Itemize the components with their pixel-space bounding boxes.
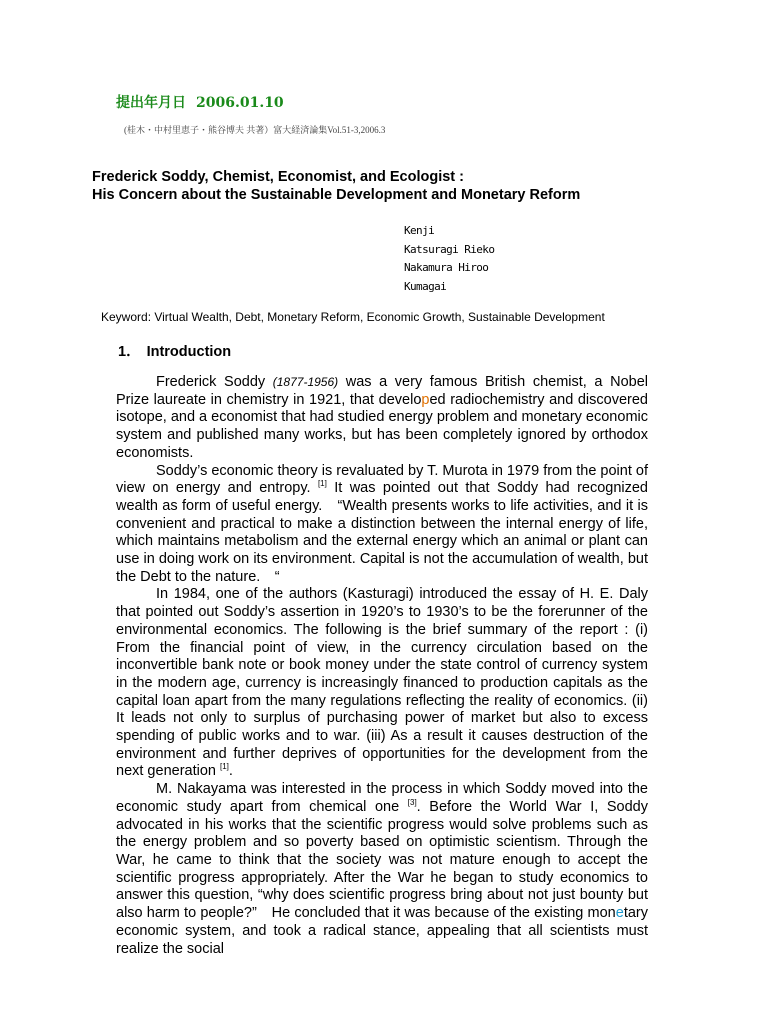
reference-marker: [1]	[220, 762, 229, 772]
text-run: tary economic system, and took a radical stance, appealing that all scientists must realize the social	[116, 905, 648, 957]
reference-marker: [1]	[317, 479, 327, 489]
author-line: Kumagai	[404, 279, 447, 293]
submission-date-label: 提出年月日	[116, 95, 186, 111]
keywords: Keyword: Virtual Wealth, Debt, Monetary Reform, Economic Growth, Sustainable Development	[101, 310, 605, 324]
citation: (桂木・中村里恵子・熊谷博夫 共著）富大経済論集Vol.51-3,2006.3	[124, 125, 386, 135]
title-line-2: His Concern about the Sustainable Development and Monetary Reform	[92, 187, 581, 203]
highlighted-letter: p	[421, 391, 430, 408]
text-run: Soddy’s economic theory is revaluated by T. Murota in 1979 from the point of view on energy and entropy.	[116, 462, 648, 497]
author-line: Kenji	[404, 224, 435, 237]
paragraph	[116, 586, 648, 781]
author-line: Katsuragi Rieko	[404, 242, 495, 256]
section-heading	[118, 340, 231, 361]
title-line-1: Frederick Soddy, Chemist, Economist, and Ecologist :	[92, 169, 464, 185]
paper-title	[92, 168, 580, 204]
text-run: .	[228, 763, 233, 780]
section-title: Introduction	[146, 344, 232, 360]
submission-date-line	[116, 92, 284, 112]
paragraph	[116, 781, 648, 958]
submission-date: 2006.01.10	[196, 95, 284, 111]
text-run: Frederick Soddy	[156, 374, 273, 390]
body-text	[116, 374, 648, 958]
reference-marker: [3]	[407, 798, 417, 808]
section-number: 1．	[118, 344, 141, 360]
text-run: ed radiochemistry and discovered isotope, and a economist that had studied energy problem and monetary economic system and published many works, but has been completely ignored by orthodox economists.	[116, 391, 648, 461]
paragraph	[116, 374, 648, 463]
text-run: In 1984, one of the authors (Kasturagi) introduced the essay of H. E. Daly that pointed out Soddy’s assertion in 1920’s to 1930’s to be the forerunner of the environmental economics. The following is the brief summary of the report : (i) From the financial point of view, in the currency circulation based on the inconvertible bank note or book money under the state control of currency system in the modern age, currency is increasingly financed to production capitals as the capital loan apart from the many regulations reflecting the reality of economics. (ii) It leads not only to surplus of purchasing power of market but also to excess spending of public works and to war. (iii) As a result it causes destruction of the environment and further deprives of opportunities for the development from the next generation	[116, 586, 648, 780]
text-run: M. Nakayama was interested in the process in which Soddy moved into the economic study apart from chemical one	[116, 781, 648, 815]
paragraph	[116, 463, 648, 587]
author-list	[404, 222, 494, 296]
highlighted-letter: e	[615, 905, 624, 922]
years-annotation: (1877-1956)	[272, 375, 339, 389]
author-line: Nakamura Hiroo	[404, 261, 489, 274]
text-run: . Before the World War I, Soddy advocated in his works that the scientific progress would solve problems such as the energy problem and so poverty based on optimistic scientism. Through the War, he came to think that the society was not mature enough to accept the scientific progress appropriately. After the War he began to study economics to answer this question, “why does scientific progress bring about not just bounty but also harm to people?” He concluded that it was because of the existing mon	[116, 798, 648, 922]
text-run: It was pointed out that Soddy had recognized wealth as form of useful energy. “Wealth presents works to life activities, and it is convenient and practical to make a distinction between the internal energy of life, which maintains metabolism and the external energy which an animal or plant can use in doing work on its environment. Capital is not the accumulation of wealth, but the Debt to the nature. “	[116, 480, 648, 585]
text-run: was a very famous British chemist, a Nobel Prize laureate in chemistry in 1921, that develo	[116, 374, 648, 408]
